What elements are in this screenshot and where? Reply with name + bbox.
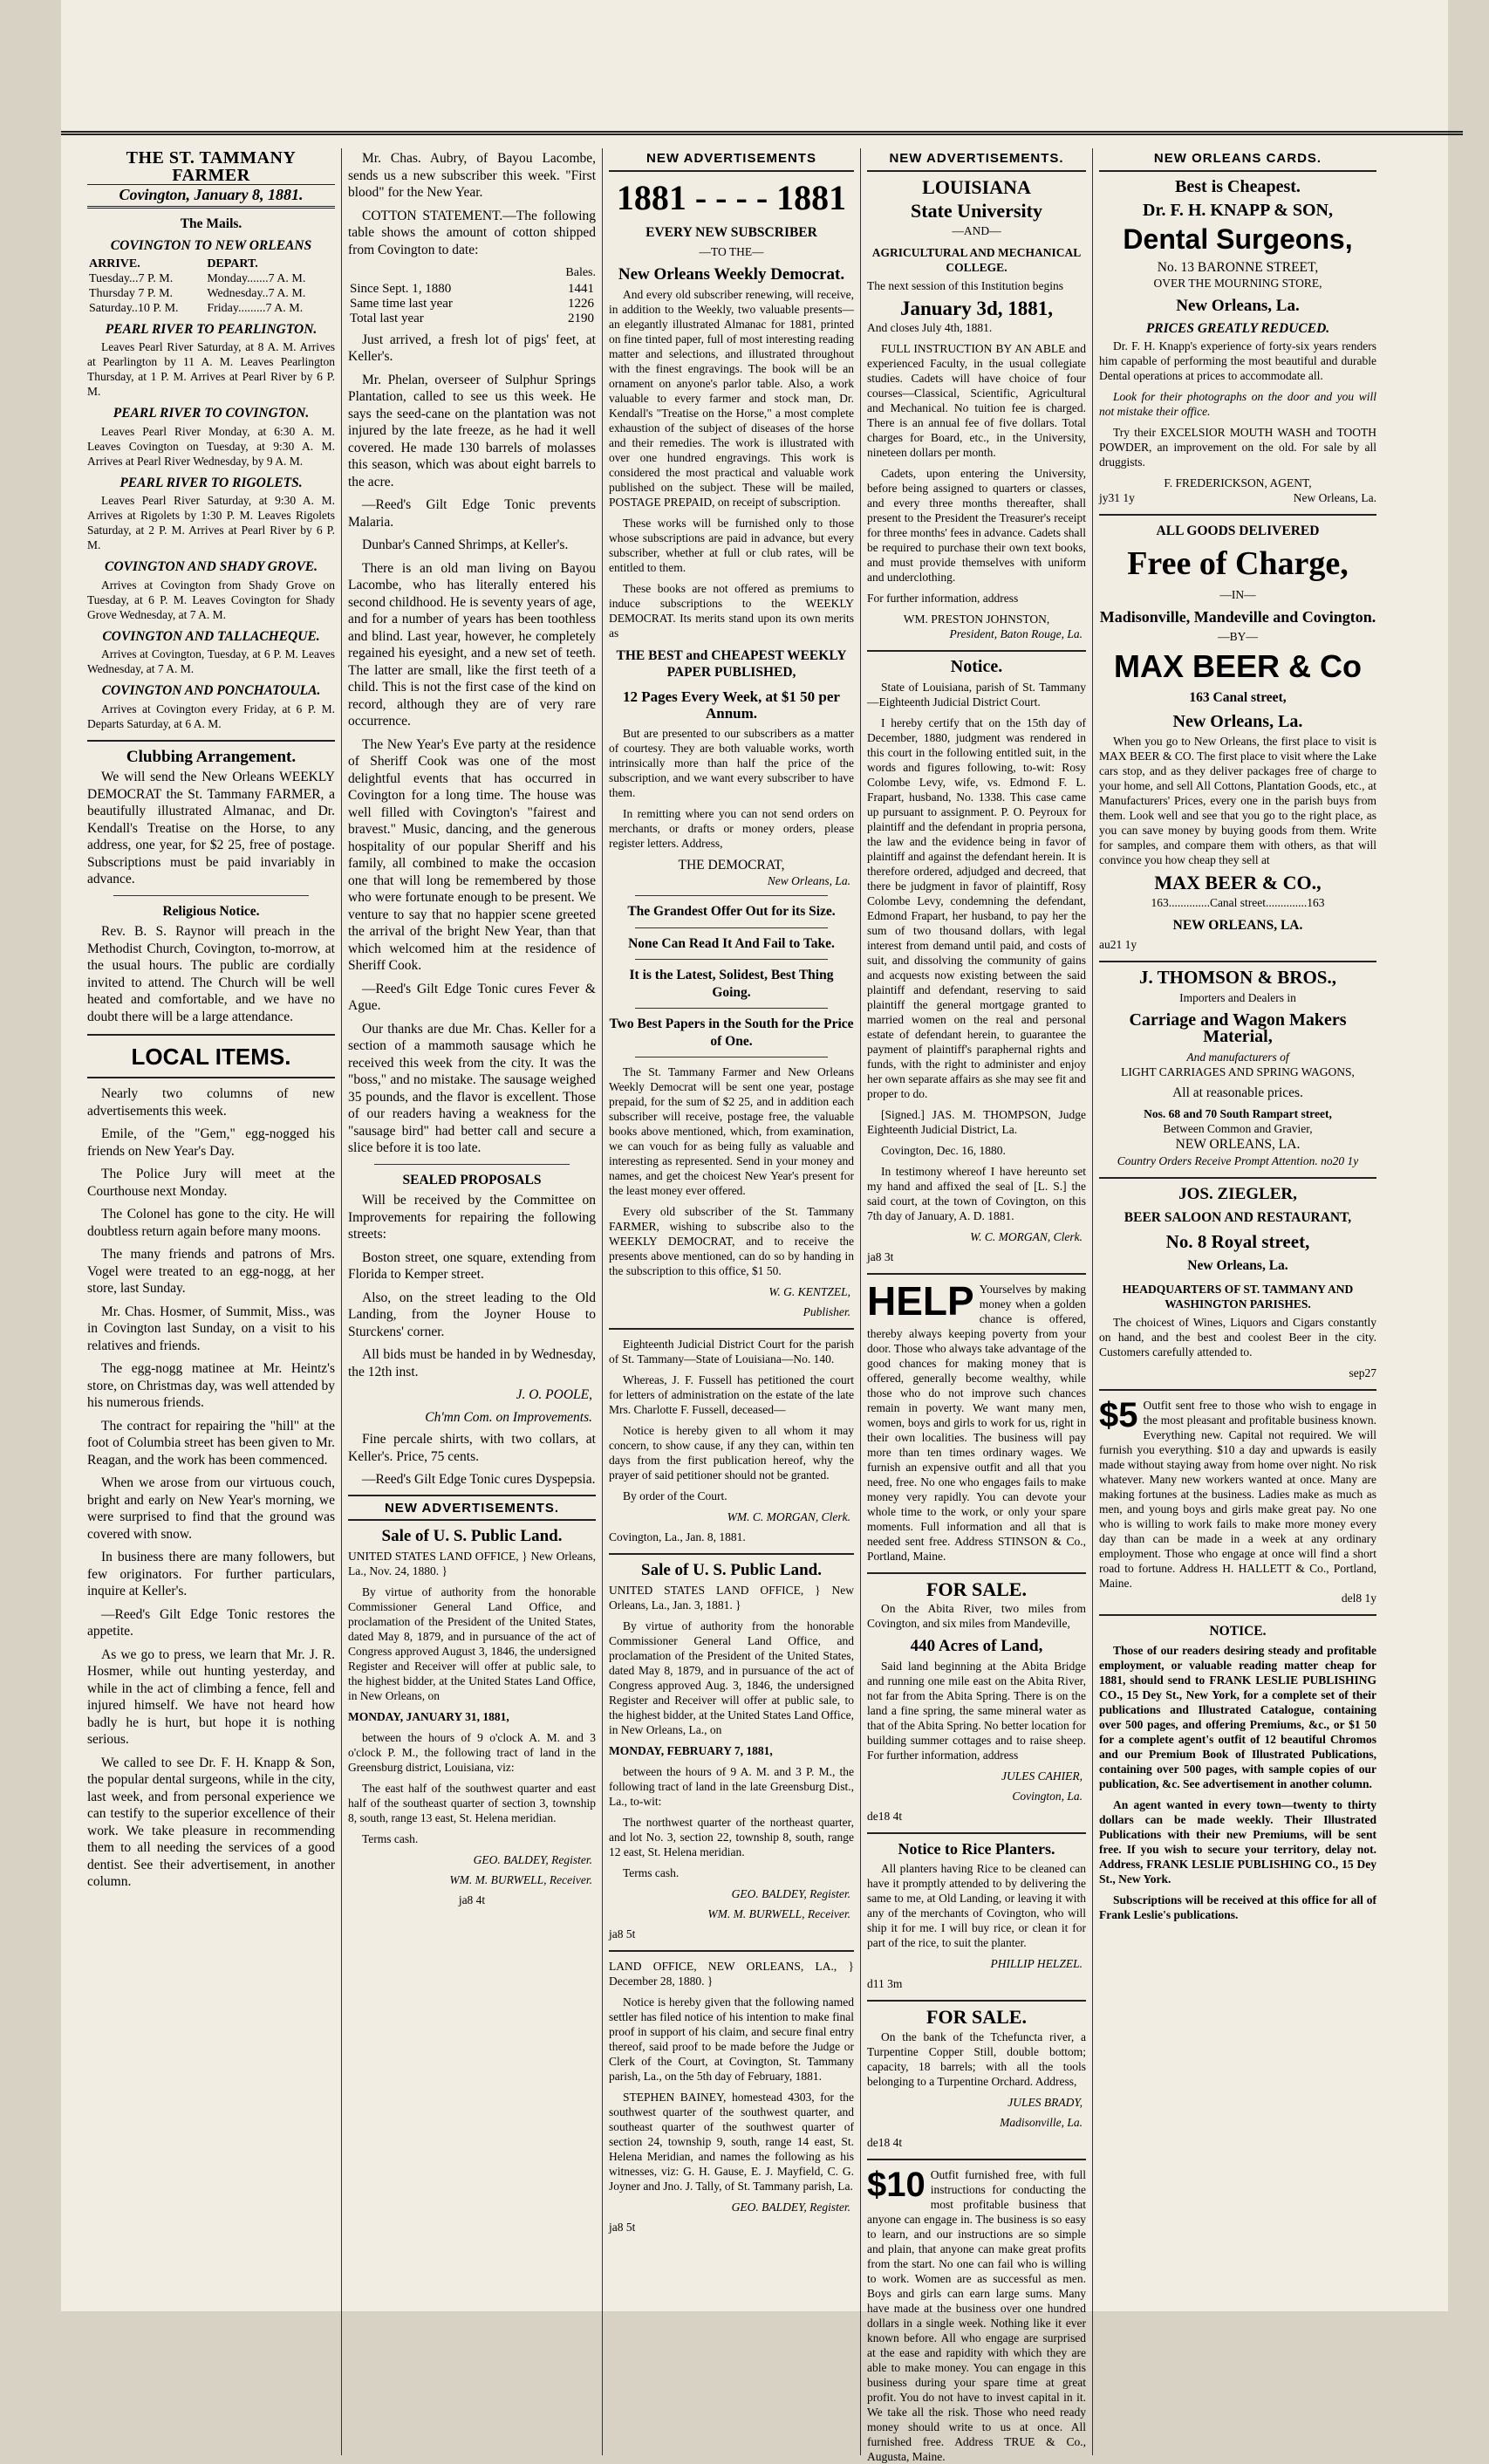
list-item: —Reed's Gilt Edge Tonic restores the appetite. bbox=[87, 1606, 335, 1639]
list-item: When we arose from our virtuous couch, bright and early on New Year's morning, we were surprised to find that the ground was covered with snow. bbox=[87, 1475, 335, 1542]
ad-title: Free of Charge, bbox=[1127, 544, 1349, 582]
ad-title: Best is Cheapest. bbox=[1175, 176, 1301, 196]
religious-title: Religious Notice. bbox=[162, 903, 260, 919]
list-item: Will be received by the Committee on Improvements for repairing the following streets: bbox=[348, 1193, 596, 1242]
list-item: —Reed's Gilt Edge Tonic cures Fever & Ague. bbox=[348, 981, 596, 1013]
signature: JULES CAHIER, bbox=[1001, 1769, 1083, 1783]
ad-slogan: It is the Latest, Solidest, Best Thing Going. bbox=[629, 968, 834, 1000]
ad-address: 163..............Canal street..............163 bbox=[1151, 895, 1325, 909]
sealed-proposals-title: SEALED PROPOSALS bbox=[402, 1172, 542, 1188]
list-item: —Reed's Gilt Edge Tonic prevents Malaria. bbox=[348, 497, 596, 530]
signature: WM. M. BURWELL, Receiver. bbox=[449, 1872, 592, 1886]
list-item: In business there are many followers, but few originators. For further particulars, inquire at Keller's. bbox=[87, 1550, 335, 1598]
table-row: Since Sept. 1, 1880 1441 bbox=[350, 281, 594, 296]
ad-text: Yourselves by making money when a golden chance is offered, thereby always keeping poverty from your door. Those who always take advantage of the good chances for making money that is offered, generally become wealthy, while those who do not improve such chances remain in poverty. We want many men, women, boys and girls to work for us, right in their own localities. The business will pay more than ten times ordinary wages. We furnish an expensive outfit and all that you need, free. No one who engages fails to make money very rapidly. You can devote your whole time to the work, or only your spare moments. Full information and all that is needed sent free. Address STINSON & Co., Portland, Maine. bbox=[867, 1282, 1086, 1563]
list-item: Just arrived, a fresh lot of pigs' feet, at Keller's. bbox=[348, 332, 596, 364]
ad-city: New Orleans, La. bbox=[1293, 491, 1376, 504]
ad-slogan: Two Best Papers in the South for the Price of One. bbox=[609, 1016, 854, 1049]
list-item: As we go to press, we learn that Mr. J. R. Hosmer, while out hunting yesterday, and while in the act of climbing a fence, fell and injured himself. We have not heard how badly he is hurt, but hope it is nothing serious. bbox=[87, 1646, 335, 1747]
ad-text: And every old subscriber renewing, will receive, in addition to the Weekly, two valuable presents—an elegantly illustrated Almanac for 1881, printed on fine tinted paper, full of most interesting reading matter and selections, and illustrated throughout with the finest engravings. The book will be an ornament on anyone's parlor table. Also, a work valuable to every farmer and stock man, Dr. Kendall's "Treatise on the Horse," a most complete exhaustion of the subject of diseases of the horse and their remedies. The work is illustrated with over one hundred engravings. This work is considered the most practical and valuable work published on the subject. These will be mailed, POSTAGE PREPAID, on receipt of subscription. bbox=[609, 287, 854, 509]
local-items-title: LOCAL ITEMS. bbox=[131, 1044, 291, 1070]
ad-paper-name: New Orleans Weekly Democrat. bbox=[618, 265, 845, 284]
list-item: There is an old man living on Bayou Lacombe, who has literally entered his second childhood. He is seventy years of age, and for a number of years has been toothless and blind. Last year, however, he completely regained his eyesight, and a new set of teeth. The latter are small, like the first teeth of a child. This is not the first case of the kind on record, although they are of very rare occurrence. bbox=[348, 560, 596, 729]
ad-text: Said land beginning at the Abita Bridge and running one mile east on the Abita River, not far from the Abita Spring. There is on the land a fine spring, the same mineral water as that of the Abita Spring. No better location for building summer cottages and to raise sheep. For further information, address bbox=[867, 1659, 1086, 1762]
ad-text: Outfit furnished free, with full instructions for conducting the most profitable business that anyone can engage in. The business is so easy to learn, and our instructions are so simple and plain, that anyone can make great profits from the start. No one can fail who is willing to work. Women are as successful as men. Boys and girls can earn large sums. Many have made at the business over one hundred dollars in a single week. Nothing like it ever known before. All who engage are surprised at the ease and rapidity with which they are able to make money. You can engage in this business during your spare time at great profit. You do not have to invest capital in it. We take all the risk. Those who need ready money should write to us at once. All furnished free. Address TRUE & Co., Augusta, Maine. bbox=[867, 2167, 1086, 2463]
route-text: Arrives at Covington every Friday, at 6 P. M. Departs Saturday, at 6 A. M. bbox=[87, 702, 335, 730]
ten-dollar-logo: $10 bbox=[867, 2165, 926, 2204]
ad-title: MAX BEER & CO., bbox=[1154, 872, 1322, 893]
ad-text: All at reasonable prices. bbox=[1172, 1085, 1303, 1100]
list-item: The many friends and patrons of Mrs. Vogel were treated to an egg-nogg, at her store, last Sunday. bbox=[87, 1247, 335, 1296]
ad-code: ja8 4t bbox=[458, 1892, 486, 1906]
list-item: Fine percale shirts, with two collars, at Keller's. Price, 75 cents. bbox=[348, 1432, 596, 1464]
column-5 bbox=[1094, 150, 1382, 2455]
masthead: THE ST. TAMMANY FARMER bbox=[126, 148, 297, 185]
column-rule bbox=[341, 148, 342, 2455]
table-row: Tuesday...7 P. M. Monday.......7 A. M. bbox=[89, 271, 306, 285]
signature: Ch'mn Com. on Improvements. bbox=[425, 1409, 592, 1425]
list-item: —Reed's Gilt Edge Tonic cures Dyspepsia. bbox=[362, 1472, 596, 1487]
ad-title: Notice to Rice Planters. bbox=[898, 1839, 1055, 1858]
list-item: Mr. Chas. Hosmer, of Summit, Miss., was in Covington last Sunday, on a visit to his relatives and friends. bbox=[87, 1304, 335, 1353]
route-title: COVINGTON AND TALLACHEQUE. bbox=[102, 628, 320, 644]
list-item: All bids must be handed in by Wednesday, the 12th inst. bbox=[348, 1347, 596, 1379]
list-item: Mr. Chas. Aubry, of Bayou Lacombe, sends us a new subscriber this week. "First blood" for the New Year. bbox=[348, 151, 596, 200]
clubbing-title: Clubbing Arrangement. bbox=[126, 747, 297, 766]
cotton-unit: Bales. bbox=[565, 266, 596, 279]
cotton-table bbox=[348, 282, 596, 326]
five-dollar-logo: $5 bbox=[1099, 1395, 1138, 1434]
list-item: The Police Jury will meet at the Courthouse next Monday. bbox=[87, 1167, 335, 1199]
ad-text: The choicest of Wines, Liquors and Cigars constantly on hand, and the best and coolest Beer in the city. Customers carefully attended to. bbox=[1099, 1315, 1376, 1359]
ad-address: Nos. 68 and 70 South Rampart street, bbox=[1144, 1107, 1332, 1120]
depart-header: DEPART. bbox=[207, 257, 258, 270]
ad-text: Every old subscriber of the St. Tammany FARMER, wishing to subscribe also to the WEEKLY DEMOCRAT, and to receive the presents above mentioned, can do so by handing in the subscription to this office, $1 50. bbox=[609, 1205, 854, 1277]
table-row: Total last year 2190 bbox=[350, 311, 594, 325]
clubbing-text: We will send the New Orleans WEEKLY DEMOCRAT the St. Tammany FARMER, a beautifully illustrated Almanac, and Dr. Kendall's Treatise on the Horse, to any address, one year, for $2 25, free of postage. Subscriptions must be paid invariably in advance. bbox=[87, 770, 335, 886]
ad-text: All planters having Rice to be cleaned can have it promptly attended to by delivering the same to me, at Old Landing, or leaving it with any of the merchants of Covington, who will ship it for me. I will buy rice, or clean it for part of the rice, to suit the planter. bbox=[867, 1862, 1086, 1949]
list-item: Nearly two columns of new advertisements this week. bbox=[87, 1086, 335, 1119]
list-item: Mr. Phelan, overseer of Sulphur Springs Plantation, called to see us this week. He says the seed-cane on the plantation was not injured by the late freeze, as he had it well covered. He made 130 barrels of molasses this season, which was about eight barrels to the acre. bbox=[348, 372, 596, 489]
ad-title: Sale of U. S. Public Land. bbox=[641, 1561, 822, 1579]
ad-text: But are presented to our subscribers as a matter of courtesy. They are both valuable works, worth intrinsically more than half the price of the subscription, and we want every subscriber to have them. bbox=[609, 726, 854, 799]
arrive-header: ARRIVE. bbox=[89, 257, 140, 270]
ad-years: 1881 - - - - 1881 bbox=[616, 177, 847, 217]
ad-title: FOR SALE. bbox=[926, 1578, 1027, 1600]
ad-title: Dr. F. H. KNAPP & SON, bbox=[1143, 201, 1333, 220]
ad-text: [Signed.] JAS. M. THOMPSON, Judge Eighteenth Judicial District, La. bbox=[867, 1107, 1086, 1136]
ad-text: These books are not offered as premiums to induce subscriptions to the WEEKLY DEMOCRAT. Its merits stand upon its own merits as bbox=[609, 581, 854, 640]
ad-city: NEW ORLEANS, LA. bbox=[1172, 917, 1303, 933]
ad-name: THE DEMOCRAT, bbox=[678, 857, 785, 873]
ad-text: Those of our readers desiring steady and profitable employment, or valuable reading matter cheap for 1881, should send to FRANK LESLIE PUBLISHING CO., 15 Dey St., New York, for a complete set of their publications and Illustrated Catalogue, containing over 500 pages, and offering Premiums, &c., or $1 50 for a complete agent's outfit of 12 beautiful Chromos and our Premium Book of Illustrated Publications, containing over 500 pages, with sample copies of our publication, &c. See advertisement in another column. bbox=[1099, 1644, 1376, 1790]
route-title: COVINGTON AND PONCHATOULA. bbox=[101, 683, 321, 698]
ad-text: between the hours of 9 o'clock A. M. and 3 o'clock P. M., the following tract of land in the Greensburg district, Louisiana, viz: bbox=[348, 1730, 596, 1774]
route-title: COVINGTON AND SHADY GROVE. bbox=[104, 559, 318, 574]
ad-text: When you go to New Orleans, the first place to visit is MAX BEER & CO. The first place to visit where the Lake cars stop, and as they deliver packages free of charge to your home, and sell All Cottons, Plantation Goods, etc., at Manufacturers' Prices, every one in the parish buys from them. Look well and see that you go to the right place, as you can save money by buying goods from them. Write for samples, and compare them with others, as that will convince you how cheap they sell at bbox=[1099, 735, 1376, 866]
ad-text: STEPHEN BAINEY, homestead 4303, for the southwest quarter of the southwest quarter, and southeast quarter of the southwest quarter of section 24, township 9, south, range 14 east, St. Helena Meridian, and names the following as his witnesses, viz: G. H. Gause, E. J. Mayfield, C. G. Joyner and Jno. J. Tally, of St. Tammany parish, La. bbox=[609, 2090, 854, 2193]
ad-address: No. 13 BARONNE STREET, bbox=[1157, 259, 1319, 275]
ad-title: LOUISIANA bbox=[922, 175, 1031, 198]
route-title: PEARL RIVER TO RIGOLETS. bbox=[120, 475, 303, 490]
route-title: PEARL RIVER TO COVINGTON. bbox=[113, 406, 310, 421]
ad-address: 163 Canal street, bbox=[1189, 690, 1287, 705]
ad-highlight: January 3d, 1881, bbox=[899, 297, 1054, 319]
ad-subtitle: And manufacturers of bbox=[1186, 1050, 1289, 1064]
ad-highlight: 12 Pages Every Week, at $1 50 per Annum. bbox=[623, 688, 840, 722]
ad-city: Covington, La. bbox=[1012, 1789, 1083, 1803]
ad-text: On the bank of the Tchefuncta river, a Turpentine Copper Still, double bottom; capacity, 18 barrels; with all the tools belonging to a Turpentine Orchard. Address, bbox=[867, 2029, 1086, 2088]
ad-office: UNITED STATES LAND OFFICE, } New Orleans, La., Jan. 3, 1881. } bbox=[609, 1583, 854, 1612]
ad-city: New Orleans, La. bbox=[767, 874, 850, 887]
column-4 bbox=[862, 150, 1091, 2463]
ad-address: No. 8 Royal street, bbox=[1165, 1230, 1310, 1252]
ad-subtitle: Madisonville, Mandeville and Covington. bbox=[1099, 607, 1376, 626]
ad-text: For further information, address bbox=[867, 592, 1019, 605]
list-item: The contract for repairing the "hill" at the foot of Columbia street has been given to Mr. Reagan, and the work has been commenced. bbox=[87, 1418, 335, 1468]
ad-text: Notice is hereby given to all whom it may concern, to show cause, if any they can, within ten days from the first publication hereof, why the prayer of said petitioner should not be granted. bbox=[609, 1424, 854, 1482]
dateline: Covington, January 8, 1881. bbox=[87, 184, 335, 209]
mails-title: The Mails. bbox=[180, 216, 242, 231]
ad-highlight: PRICES GREATLY REDUCED. bbox=[1145, 320, 1330, 336]
ad-text: Dr. F. H. Knapp's experience of forty-six years renders him capable of performing the most beautiful and durable Dental operations at prices to accommodate all. bbox=[1099, 339, 1376, 382]
ad-text: The northwest quarter of the northeast quarter, and lot No. 3, section 22, township 8, south, range 12 east, St. Helena meridian. bbox=[609, 1815, 854, 1858]
ad-date: Covington, La., Jan. 8, 1881. bbox=[609, 1530, 746, 1543]
column-rule bbox=[1092, 148, 1093, 2455]
ad-title: Sale of U. S. Public Land. bbox=[381, 1527, 563, 1545]
list-item: COTTON STATEMENT.—The following table shows the amount of cotton shipped from Covington to date: bbox=[348, 208, 596, 257]
ad-text: FULL INSTRUCTION BY AN ABLE and experienced Faculty, in the usual collegiate studies. Cadets will have choice of four courses—Classical, Scientific, Agricultural and Mechanical. No tuition fee is charged. There is an annual fee of five dollars. Total charges for Board, etc., in the University, nineteen dollars per month. bbox=[867, 342, 1086, 459]
ad-text: In remitting where you can not send orders on merchants, or drafts or money orders, please register letters. Address, bbox=[609, 806, 854, 850]
ad-code: jy31 1y bbox=[1099, 491, 1135, 504]
ad-code: ja8 3t bbox=[867, 1249, 894, 1263]
signature: JULES BRADY, bbox=[1007, 2095, 1083, 2109]
column-rule bbox=[860, 148, 861, 2455]
route-text: Arrives at Covington, Tuesday, at 6 P. M. Leaves Wednesday, at 7 A. M. bbox=[87, 647, 335, 675]
ad-text: By virtue of authority from the honorable Commissioner General Land Office, and proclamation of the President of the United States, dated May 8, 1879, and in pursuance of the act of Congress approved August 3, 1846, the undersigned Register and Receiver will offer at public sale, to the highest bidder, at the United States Land Office, in New Orleans, on bbox=[348, 1584, 596, 1702]
ad-connector: —TO THE— bbox=[699, 245, 764, 258]
help-logo: HELP bbox=[867, 1277, 974, 1324]
ad-slogan: None Can Read It And Fail to Take. bbox=[628, 935, 835, 951]
ad-text: Cadets, upon entering the University, before being assigned to quarters or classes, and every three months thereafter, shall present to the President the Treasurer's receipt for three months' fees in advance. Cadets shall be required to purchase their own text books, and must provide themselves with uniform and underclothing. bbox=[867, 467, 1086, 584]
ad-title: J. THOMSON & BROS., bbox=[1139, 967, 1336, 988]
ad-text: The next session of this Institution begins bbox=[867, 278, 1063, 292]
signature: Publisher. bbox=[803, 1305, 850, 1318]
notice-title: Notice. bbox=[950, 657, 1003, 676]
ad-title: State University bbox=[911, 200, 1042, 222]
signature: W. C. MORGAN, Clerk. bbox=[970, 1229, 1083, 1243]
ad-text: The St. Tammany Farmer and New Orleans Weekly Democrat will be sent one year, postage prepaid, for the sum of $2 25, and in addition each subscriber will receive, postage free, the valuable books above mentioned, which, from examination, we can vouch for as being fully as valuable and interesting as represented. Send in your money and names, and get the choicest New Year's present for the least money ever offered. bbox=[609, 1065, 854, 1197]
signature: PHILLIP HELZEL. bbox=[990, 1957, 1083, 1970]
ad-address: OVER THE MOURNING STORE, bbox=[1153, 277, 1322, 290]
ad-code: d11 3m bbox=[867, 1977, 903, 1990]
ad-text: The east half of the southwest quarter and east half of the southeast quarter of section 3, township 8, south, range 13 east, St. Helena meridian. bbox=[348, 1781, 596, 1824]
ad-text: An agent wanted in every town—twenty to thirty dollars can be made weekly. Their Illustrated Publications with their new Premiums, will be sent free. If you wish to secure your territory, delay not. Address, FRANK LESLIE PUBLISHING CO., 15 Dey St., New York. bbox=[1099, 1798, 1376, 1886]
ad-text: By order of the Court. bbox=[623, 1489, 727, 1502]
ad-text: State of Louisiana, parish of St. Tammany—Eighteenth Judicial District Court. bbox=[867, 680, 1086, 708]
section-header: NEW ADVERTISEMENTS bbox=[609, 150, 854, 172]
column-3 bbox=[604, 150, 859, 2455]
signature: GEO. BALDEY, Register. bbox=[731, 2200, 850, 2214]
section-header: NEW ADVERTISEMENTS. bbox=[867, 150, 1086, 172]
ad-text: Look for their photographs on the door and you will not mistake their office. bbox=[1099, 390, 1376, 418]
ad-date: Covington, Dec. 16, 1880. bbox=[881, 1143, 1006, 1157]
signature: WM. C. MORGAN, Clerk. bbox=[727, 1510, 850, 1523]
route-text: Leaves Pearl River Saturday, at 9:30 A. M. Arrives at Rigolets by 1:30 P. M. Leaves Rigolets Saturday, at 2 P. M. Arrives at Pearl River by 6 P. M. bbox=[87, 494, 335, 551]
ad-text: In testimony whereof I have hereunto set my hand and affixed the seal of [L. S.] the said court, at the town of Covington, on this 7th day of January, A. D. 1881. bbox=[867, 1164, 1086, 1222]
ad-subtitle: HEADQUARTERS OF ST. TAMMANY AND WASHINGTON PARISHES. bbox=[1122, 1282, 1354, 1311]
route-title: PEARL RIVER TO PEARLINGTON. bbox=[105, 321, 318, 337]
ad-connector: —AND— bbox=[952, 223, 1001, 237]
ad-text: Try their EXCELSIOR MOUTH WASH and TOOTH POWDER, an improvement on the old. For sale by all druggists. bbox=[1099, 426, 1376, 469]
list-item: The New Year's Eve party at the residence of Sheriff Cook was one of the most delightful events that has occurred in Covington for a long time. The house was well filled with Covington's "fairest and bravest." Music, dancing, and the generous hospitality of our popular Sheriff and his family, all combined to make the occasion one that will long be remembered by those who were fortunate enough to be present. We venture to say that no happier scene greeted the arrival of the bright New Year, than that which welcomed him at the residence of Sheriff Cook. bbox=[348, 736, 596, 973]
ad-text: I hereby certify that on the 15th day of December, 1880, judgment was rendered in this court in the following entitled suit, in the words and figures following, to-wit: Rosy Colombe Levy, wife, vs. Edmond F. L. Frapart, husband, No. 1338. This case came up pursuant to assignment. P. O. Peyroux for plaintiff and the defendant in propria persona, the law and the evidence being in favor of plaintiff and against the defendant herein. It is therefore ordered, adjudged and decreed, that there be judgment in favor of plaintiff, Rosy Colombe Levy, condemning the defendant, Edmond Frapart, her husband, to pay her the sum of two thousand dollars, with legal interest from demand until paid, and costs of suit, and dissolving the community of gains and acquests now existing between the said plaintiff and defendant, reserving to said plaintiff the general mortgage granted to married women on the real and personal estate of defendant herein, to guarantee the payment of plaintiff's paraphernal rights and funds, with the right to administer and enjoy her own separate affairs as she may see fit and proper to do. bbox=[867, 715, 1086, 1100]
ad-text: Subscriptions will be received at this office for all of Frank Leslie's publications. bbox=[1099, 1893, 1376, 1921]
route-text: Arrives at Covington from Shady Grove on Tuesday, at 6 P. M. Leaves Covington for Shady Grove Wednesday, at 7 A. M. bbox=[87, 578, 335, 621]
ad-text: Country Orders Receive Prompt Attention. no20 1y bbox=[1117, 1153, 1359, 1167]
ad-city: NEW ORLEANS, LA. bbox=[1175, 1137, 1301, 1152]
ad-text: between the hours of 9 A. M. and 3 P. M., the following tract of land in the late Greensburg Dist., La., to-wit: bbox=[609, 1764, 854, 1808]
list-item: We called to see Dr. F. H. Knapp & Son, the popular dental surgeons, while in the city, last week, and from personal experience we can testify to the superior excellence of their work. We take pleasure in recommending them to all needing the services of a good dentist. See their advertisement, in another column. bbox=[87, 1755, 335, 1889]
table-row: Saturday..10 P. M. Friday.........7 A. M. bbox=[89, 301, 304, 315]
list-item: Our thanks are due Mr. Chas. Keller for a section of a mammoth sausage which he received this week from the city. It was the "boss," and no mistake. The sausage weighed 35 pounds, and the flavor is excellent. Those of our readers having a weakness for the "sausage bird" had better call and secure a slice before it is too late. bbox=[348, 1021, 596, 1155]
ad-subtitle: EVERY NEW SUBSCRIBER bbox=[645, 224, 817, 240]
ad-text: Terms cash. bbox=[623, 1865, 680, 1879]
list-item: Also, on the street leading to the Old Landing, from the Joyner House to Sturckens' corner. bbox=[348, 1290, 596, 1339]
ad-date: MONDAY, FEBRUARY 7, 1881, bbox=[609, 1743, 773, 1757]
ad-title: FOR SALE. bbox=[926, 2006, 1027, 2028]
ad-title: Carriage and Wagon Makers Material, bbox=[1129, 1010, 1347, 1046]
ad-code: sep27 bbox=[1349, 1365, 1376, 1379]
ad-text: And closes July 4th, 1881. bbox=[867, 321, 993, 334]
ad-highlight: 440 Acres of Land, bbox=[910, 1637, 1043, 1655]
ad-title: JOS. ZIEGLER, bbox=[1178, 1184, 1297, 1203]
list-item: Dunbar's Canned Shrimps, at Keller's. bbox=[362, 537, 569, 552]
ad-slogan: The Grandest Offer Out for its Size. bbox=[627, 904, 836, 919]
religious-text: Rev. B. S. Raynor will preach in the Methodist Church, Covington, to-morrow, at the usual hours. The public are cordially invited to attend. The Church will be well heated and comfortable, and we have no doubt there will be a large attendance. bbox=[87, 924, 335, 1024]
ad-connector: —BY— bbox=[1218, 630, 1258, 643]
ad-office: UNITED STATES LAND OFFICE, } New Orleans, La., Nov. 24, 1880. } bbox=[348, 1549, 596, 1578]
ad-code: ja8 5t bbox=[609, 1927, 636, 1940]
ad-office: LAND OFFICE, NEW ORLEANS, LA., } December 28, 1880. } bbox=[609, 1959, 854, 1988]
ad-code: au21 1y bbox=[1099, 938, 1137, 951]
ad-code: ja8 5t bbox=[609, 2220, 636, 2234]
table-row: Same time last year 1226 bbox=[350, 296, 594, 311]
ad-title: MAX BEER & Co bbox=[1113, 648, 1362, 684]
signature: WM. PRESTON JOHNSTON, bbox=[903, 613, 1050, 626]
top-double-rule bbox=[61, 131, 1463, 135]
ad-connector: —IN— bbox=[1219, 587, 1256, 601]
ad-subtitle: Importers and Dealers in bbox=[1179, 990, 1296, 1004]
ad-text: Outfit sent free to those who wish to engage in the most pleasant and profitable business known. Everything new. Capital not required. We will furnish you everything. $10 a day and upwards is easily made without staying away from home over night. No risk whatever. Many new workers wanted at once. Many are making fortunes at the business. Ladies make as much as men, and young boys and girls make great pay. No one who is willing to work fails to make more money every day than can be made in a week at any ordinary employment. Those who engage at once will find a short road to fortune. Address H. HALLETT & Co., Portland, Maine. bbox=[1099, 1398, 1376, 1590]
ad-city: New Orleans, La. bbox=[1172, 711, 1303, 731]
column-rule bbox=[602, 148, 603, 2455]
signature: WM. M. BURWELL, Receiver. bbox=[707, 1906, 850, 1920]
section-header: NEW ADVERTISEMENTS. bbox=[348, 1495, 596, 1522]
list-item: Emile, of the "Gem," egg-nogged his friends on New Year's Day. bbox=[87, 1126, 335, 1159]
ad-text: These works will be furnished only to those whose subscriptions are paid in advance, but every subscriber, whether at full or club rates, will be entitled to them. bbox=[609, 516, 854, 574]
ad-text: Notice is hereby given that the following named settler has filed notice of his intention to make final proof in support of his claim, and secure final entry thereof, said proof to be made before the Judge or Clerk of the Court, at Covington, St. Tammany parish, La., on the 5th day of February, 1881. bbox=[609, 1995, 854, 2083]
ad-city: New Orleans, La. bbox=[1187, 1258, 1288, 1273]
signature: F. FREDERICKSON, AGENT, bbox=[1164, 476, 1312, 489]
ad-title: Dental Surgeons, bbox=[1123, 222, 1353, 255]
ad-code: del8 1y bbox=[1341, 1591, 1376, 1605]
ad-code: de18 4t bbox=[867, 2135, 903, 2149]
route-text: Leaves Pearl River Monday, at 6:30 A. M. Leaves Covington on Tuesday, at 9:30 A. M. Arrives at Pearl River Wednesday, by 9 A. M. bbox=[87, 424, 335, 468]
signature: J. O. POOLE, bbox=[516, 1387, 592, 1402]
ad-city: New Orleans, La. bbox=[1176, 297, 1300, 315]
ad-city: Madisonville, La. bbox=[1000, 2115, 1083, 2129]
signature: GEO. BALDEY, Register. bbox=[731, 1886, 850, 1900]
notice-title: NOTICE. bbox=[1209, 1623, 1267, 1639]
ad-subtitle: BEER SALOON AND RESTAURANT, bbox=[1124, 1210, 1352, 1225]
ad-text: Terms cash. bbox=[362, 1831, 419, 1845]
column-2 bbox=[343, 150, 601, 2455]
ad-text: Whereas, J. F. Fussell has petitioned the court for letters of administration on the estate of the late Mrs. Charlotte F. Fussell, deceased— bbox=[609, 1373, 854, 1416]
signature: President, Baton Rouge, La. bbox=[949, 627, 1083, 640]
section-header: NEW ORLEANS CARDS. bbox=[1099, 150, 1376, 172]
column-1 bbox=[82, 150, 340, 2455]
ad-code: de18 4t bbox=[867, 1809, 903, 1823]
route-title: COVINGTON TO NEW ORLEANS bbox=[110, 238, 312, 253]
ad-title: ALL GOODS DELIVERED bbox=[1156, 524, 1320, 538]
signature: W. G. KENTZEL, bbox=[768, 1285, 850, 1298]
court-title: Eighteenth Judicial District Court for the parish of St. Tammany—State of Louisiana—No. 140. bbox=[609, 1338, 854, 1365]
ad-text: On the Abita River, two miles from Covington, and six miles from Mandeville, bbox=[867, 1602, 1086, 1630]
mail-schedule-table bbox=[87, 257, 335, 316]
list-item: The Colonel has gone to the city. He will doubtless return again before many moons. bbox=[87, 1207, 335, 1239]
ad-date: MONDAY, JANUARY 31, 1881, bbox=[348, 1709, 509, 1723]
ad-address: Between Common and Gravier, bbox=[1163, 1122, 1313, 1135]
list-item: Boston street, one square, extending from Florida to Kemper street. bbox=[348, 1249, 596, 1282]
ad-subtitle: LIGHT CARRIAGES AND SPRING WAGONS, bbox=[1121, 1064, 1355, 1078]
ad-text: By virtue of authority from the honorable Commissioner General Land Office, and proclamation of the President of the United States, dated May 8, 1879, and in pursuance of the act of Congress approved Aug. 3, 1846, the undersigned Register and Receiver will offer at public sale, to the highest bidder, at the United States Land Office, in New Orleans, La., on bbox=[609, 1619, 854, 1736]
signature: GEO. BALDEY, Register. bbox=[473, 1852, 592, 1866]
ad-highlight: THE BEST and CHEAPEST WEEKLY PAPER PUBLISHED, bbox=[616, 647, 847, 680]
list-item: The egg-nogg matinee at Mr. Heintz's store, on Christmas day, was well attended by his numerous friends. bbox=[87, 1361, 335, 1410]
ad-subtitle: AGRICULTURAL AND MECHANICAL COLLEGE. bbox=[871, 245, 1082, 274]
route-text: Leaves Pearl River Saturday, at 8 A. M. Arrives at Pearlington by 11 A. M. Leaves Pearlington Thursday, at 1 P. M. Arrives at Pearl River by 6 P. M. bbox=[87, 340, 335, 398]
table-row: Thursday 7 P. M. Wednesday..7 A. M. bbox=[89, 286, 306, 300]
